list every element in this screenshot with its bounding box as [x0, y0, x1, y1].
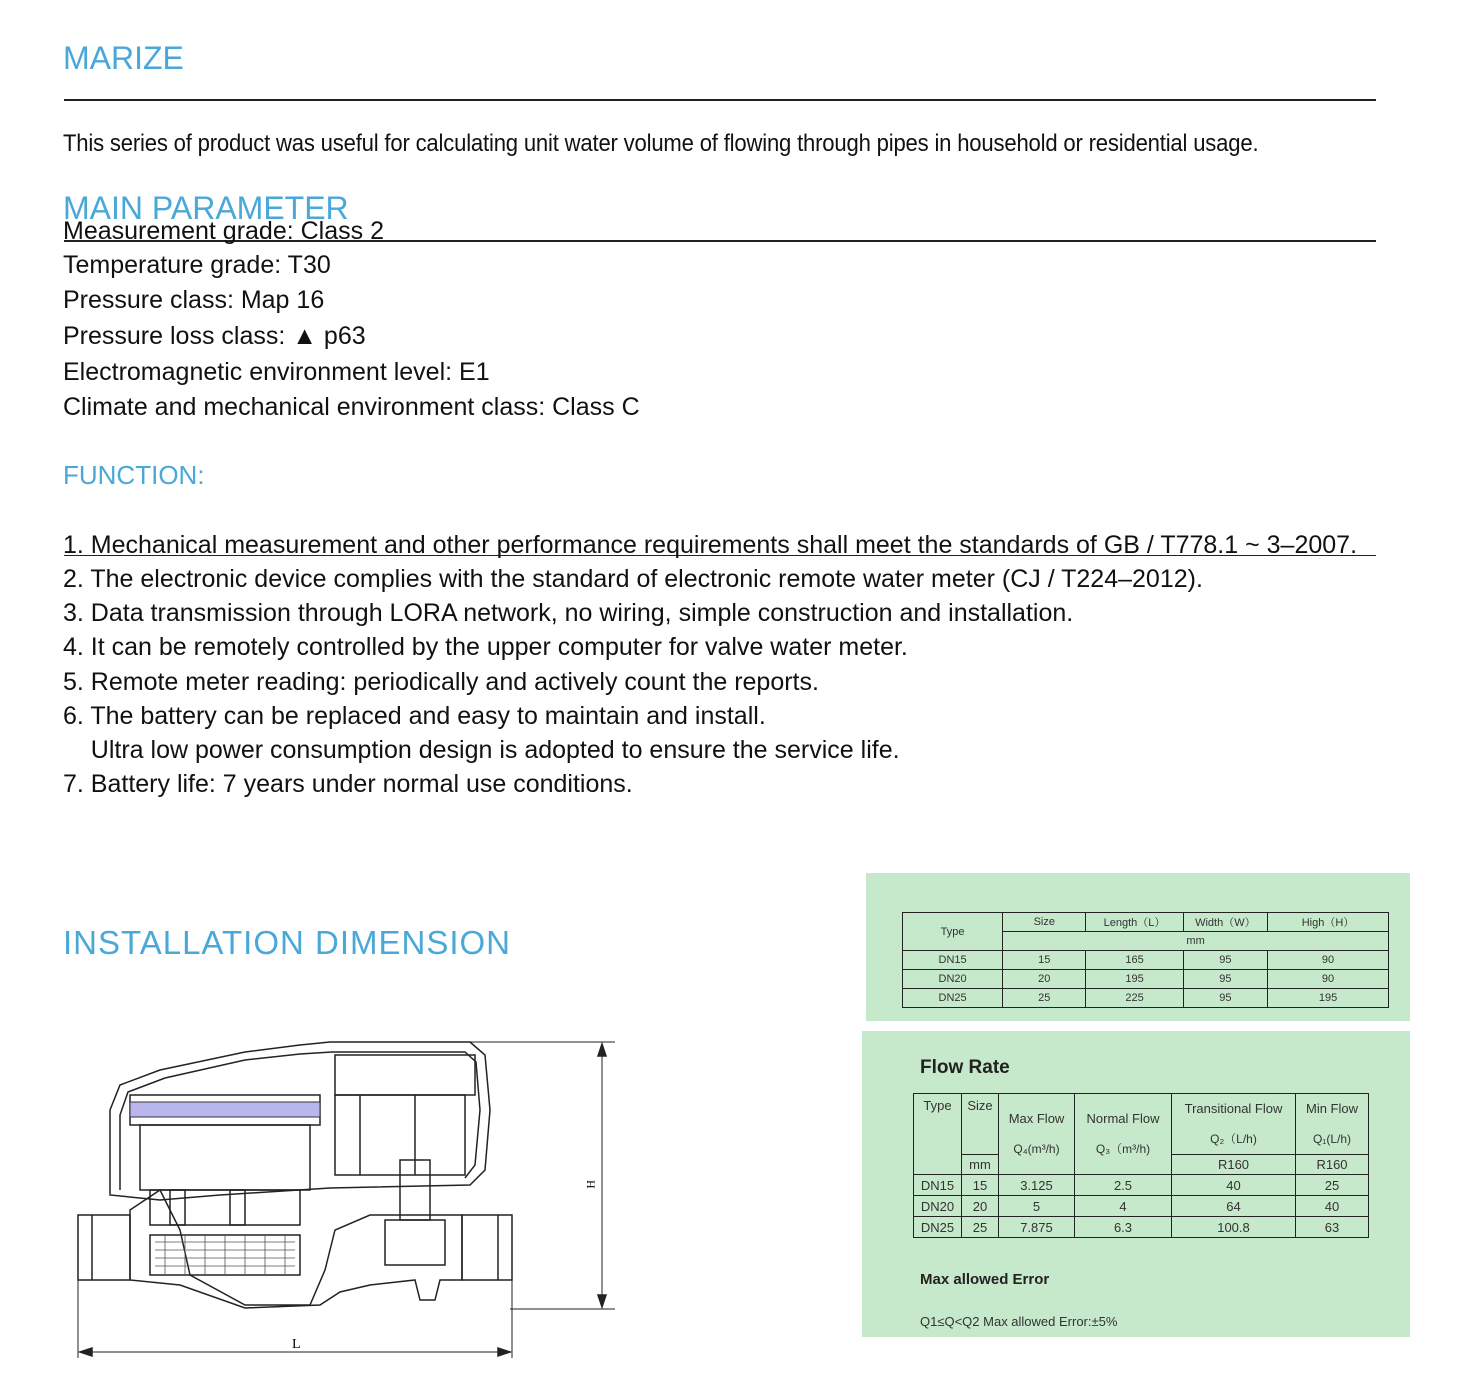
- max-error-note: Q1≤Q<Q2 Max allowed Error:±5%: [920, 1314, 1118, 1329]
- flow-rate-table: [913, 1093, 1369, 1238]
- table-cell: 25: [1003, 989, 1086, 1008]
- table-row: [914, 1217, 1369, 1238]
- table-header: [999, 1094, 1075, 1175]
- table-cell: 5: [999, 1196, 1075, 1217]
- table-row: [903, 951, 1389, 970]
- table-cell: 225: [1086, 989, 1183, 1008]
- table-header: [1075, 1094, 1172, 1175]
- table-row: [903, 989, 1389, 1008]
- table-cell: DN15: [914, 1175, 962, 1196]
- function-item: 4. It can be remotely controlled by the upper computer for valve water meter.: [63, 633, 908, 661]
- header-sublabel: Q₃（m³/h): [1095, 1142, 1151, 1156]
- table-cell: 2.5: [1075, 1175, 1172, 1196]
- table-cell: DN20: [914, 1196, 962, 1217]
- table-header: Size: [962, 1094, 999, 1155]
- header-sublabel: Q₄(m³/h): [1013, 1142, 1060, 1156]
- table-header: Length（L）: [1086, 913, 1183, 932]
- marize-description: This series of product was useful for calculating unit water volume of flowing through pipes in household or residential usage.: [63, 130, 1259, 157]
- table-cell: DN25: [903, 989, 1003, 1008]
- dimension-table: [902, 912, 1389, 1008]
- table-cell: 63: [1296, 1217, 1369, 1238]
- parameter-item: Measurement grade: Class 2: [63, 217, 384, 245]
- table-header: Type: [903, 913, 1003, 951]
- function-item: 2. The electronic device complies with the standard of electronic remote water meter (CJ / T224–2012).: [63, 565, 1203, 593]
- header-label: Min Flow: [1305, 1101, 1358, 1116]
- function-item: 5. Remote meter reading: periodically and actively count the reports.: [63, 668, 819, 696]
- table-unit: mm: [962, 1155, 999, 1175]
- table-row: [903, 970, 1389, 989]
- section-title-marize: MARIZE: [63, 40, 184, 76]
- table-cell: 3.125: [999, 1175, 1075, 1196]
- table-unit: mm: [1003, 932, 1389, 951]
- table-cell: 90: [1268, 970, 1389, 989]
- table-cell: DN15: [903, 951, 1003, 970]
- section-title-installation: INSTALLATION DIMENSION: [63, 924, 512, 961]
- table-cell: 15: [1003, 951, 1086, 970]
- max-error-title: Max allowed Error: [920, 1271, 1050, 1288]
- table-header: [1172, 1094, 1296, 1155]
- dimension-label-h: H: [584, 1180, 598, 1189]
- section-title-function: FUNCTION:: [63, 460, 205, 490]
- function-item: 1. Mechanical measurement and other performance requirements shall meet the standards of GB / T778.1 ~ 3–2007.: [63, 531, 1358, 559]
- table-cell: 25: [962, 1217, 999, 1238]
- header-label: Transitional Flow: [1184, 1101, 1283, 1116]
- table-cell: 195: [1086, 970, 1183, 989]
- table-cell: 25: [1296, 1175, 1369, 1196]
- function-item: 3. Data transmission through LORA network, no wiring, simple construction and installation.: [63, 599, 1074, 627]
- function-item: 7. Battery life: 7 years under normal use conditions.: [63, 770, 633, 798]
- table-cell: 95: [1183, 989, 1267, 1008]
- table-cell: 20: [962, 1196, 999, 1217]
- section-title-main-parameter: MAIN PARAMETER: [63, 190, 349, 226]
- table-cell: 100.8: [1172, 1217, 1296, 1238]
- header-label: Normal Flow: [1086, 1111, 1160, 1126]
- table-cell: 90: [1268, 951, 1389, 970]
- section-divider: [64, 99, 1376, 101]
- table-row: [914, 1196, 1369, 1217]
- table-cell: 40: [1172, 1175, 1296, 1196]
- table-cell: DN25: [914, 1217, 962, 1238]
- header-sublabel: Q₁(L/h): [1312, 1132, 1352, 1146]
- water-meter-drawing: [70, 1030, 630, 1365]
- table-cell: 64: [1172, 1196, 1296, 1217]
- table-header: [1296, 1094, 1369, 1155]
- table-cell: 95: [1183, 970, 1267, 989]
- parameter-item: Electromagnetic environment level: E1: [63, 358, 490, 386]
- parameter-item: Pressure loss class: ▲ p63: [63, 322, 366, 350]
- table-unit: R160: [1296, 1155, 1369, 1175]
- table-cell: 95: [1183, 951, 1267, 970]
- dimension-label-l: L: [292, 1337, 301, 1352]
- header-label: Max Flow: [1008, 1111, 1065, 1126]
- table-cell: 20: [1003, 970, 1086, 989]
- table-header: High（H）: [1268, 913, 1389, 932]
- table-header: Type: [914, 1094, 962, 1175]
- function-item: Ultra low power consumption design is adopted to ensure the service life.: [63, 736, 900, 764]
- function-item: 6. The battery can be replaced and easy to maintain and install.: [63, 702, 766, 730]
- table-header: Width（W）: [1183, 913, 1267, 932]
- table-cell: DN20: [903, 970, 1003, 989]
- table-cell: 40: [1296, 1196, 1369, 1217]
- parameter-item: Pressure class: Map 16: [63, 286, 325, 314]
- table-cell: 195: [1268, 989, 1389, 1008]
- table-row: [914, 1175, 1369, 1196]
- table-cell: 165: [1086, 951, 1183, 970]
- table-header: Size: [1003, 913, 1086, 932]
- table-unit: R160: [1172, 1155, 1296, 1175]
- flow-rate-title: Flow Rate: [920, 1057, 1010, 1078]
- table-cell: 15: [962, 1175, 999, 1196]
- parameter-item: Temperature grade: T30: [63, 251, 331, 279]
- table-cell: 4: [1075, 1196, 1172, 1217]
- parameter-item: Climate and mechanical environment class: Class C: [63, 393, 640, 421]
- table-cell: 6.3: [1075, 1217, 1172, 1238]
- table-cell: 7.875: [999, 1217, 1075, 1238]
- header-sublabel: Q₂（L/h): [1210, 1132, 1257, 1146]
